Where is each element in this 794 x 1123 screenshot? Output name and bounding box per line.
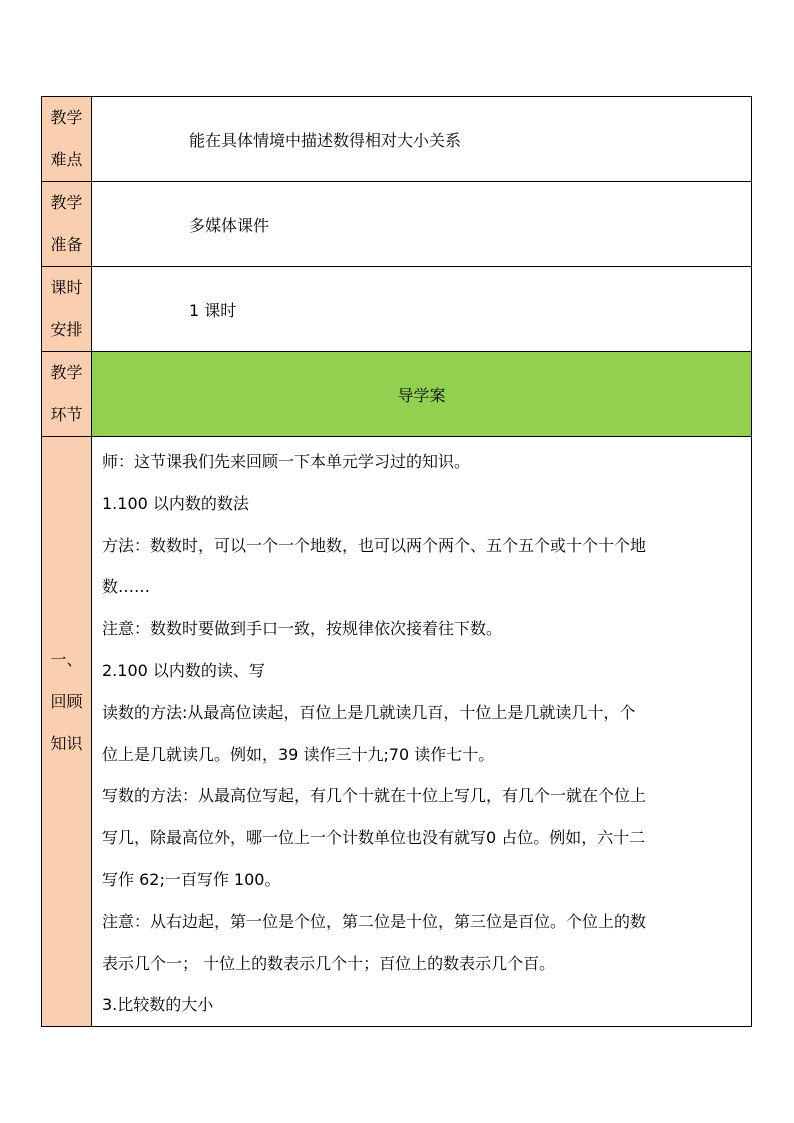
text-line: 方法：数数时，可以一个一个地数，也可以两个两个、五个五个或十个十个地: [102, 535, 647, 555]
label-schedule: [42, 267, 92, 352]
label-line: 准备: [50, 235, 83, 254]
label-line: 环节: [50, 405, 83, 424]
schedule-text: 1 课时: [92, 267, 752, 352]
label-line: 一、: [50, 649, 83, 669]
review-content: [92, 437, 752, 1027]
label-difficulty: [42, 97, 92, 182]
label-line: 课时: [50, 278, 83, 297]
label-preparation: [42, 182, 92, 267]
text-line: 注意：从右边起，第一位是个位，第二位是十位，第三位是百位。个位上的数: [102, 911, 647, 931]
label-line: 回顾: [50, 691, 83, 711]
difficulty-text: 能在具体情境中描述数得相对大小关系: [92, 97, 752, 182]
label-line: 安排: [50, 320, 83, 339]
label-line: 教学: [50, 108, 83, 127]
text-line: 写数的方法：从最高位写起，有几个十就在十位上写几，有几个一就在个位上: [102, 786, 647, 806]
text-line: 写几，除最高位外，哪一位上一个计数单位也没有就写0 占位。例如，六十二: [102, 828, 646, 848]
text-line: 师：这节课我们先来回顾一下本单元学习过的知识。: [102, 452, 471, 471]
preparation-text: 多媒体课件: [92, 182, 752, 267]
guide-header: 导学案: [92, 352, 752, 437]
label-line: 难点: [50, 150, 83, 169]
text-line: 数……: [102, 577, 151, 597]
row-schedule: [42, 267, 752, 352]
text-line: 2.100 以内数的读、写: [102, 660, 265, 680]
row-preparation: [42, 182, 752, 267]
row-difficulty: [42, 97, 752, 182]
label-line: 知识: [50, 733, 83, 753]
text-line: 读数的方法:从最高位读起，百位上是几就读几百，十位上是几就读几十，个: [102, 702, 636, 722]
text-line: 1.100 以内数的数法: [102, 493, 249, 513]
row-stage: [42, 352, 752, 437]
text-line: 位上是几就读几。例如，39 读作三十九;70 读作七十。: [102, 744, 495, 764]
lesson-plan-table: [41, 96, 752, 1027]
text-line: 注意：数数时要做到手口一致，按规律依次接着往下数。: [102, 619, 503, 639]
text-line: 3.比较数的大小: [102, 995, 214, 1015]
row-review: [42, 437, 752, 1027]
label-review: [42, 437, 92, 1027]
label-line: 教学: [50, 193, 83, 212]
text-line: 表示几个一； 十位上的数表示几个十；百位上的数表示几个百。: [102, 953, 556, 973]
label-stage: [42, 352, 92, 437]
label-line: 教学: [50, 363, 83, 382]
text-line: 写作 62;一百写作 100。: [102, 869, 281, 889]
